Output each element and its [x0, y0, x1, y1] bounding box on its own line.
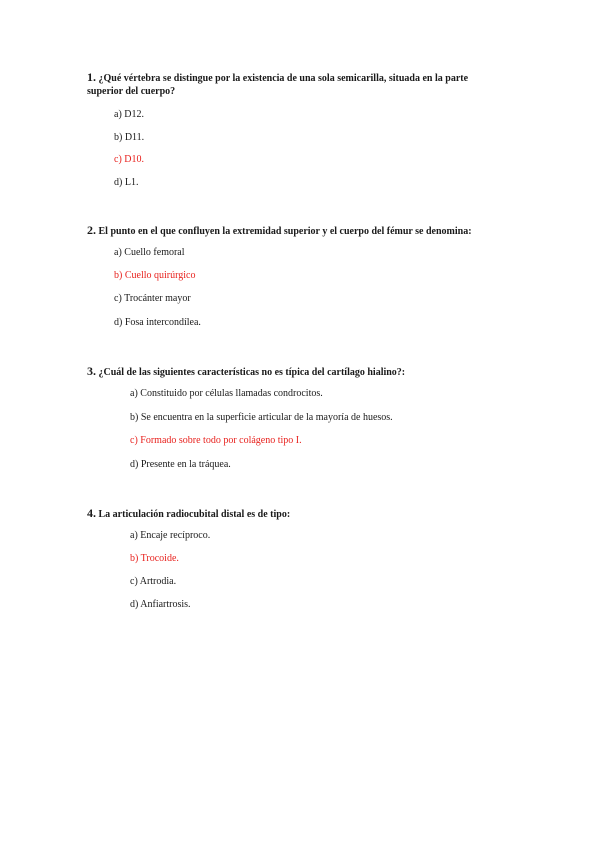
- question-2-number: 2.: [87, 223, 96, 237]
- question-3-option-b: b) Se encuentra en la superficie articular de la mayoría de huesos.: [130, 412, 393, 423]
- question-2-option-b: b) Cuello quirúrgico: [114, 270, 196, 281]
- question-1: [87, 70, 497, 188]
- question-3-option-c: c) Formado sobre todo por colágeno tipo I.: [130, 435, 302, 446]
- question-1-number: 1.: [87, 70, 96, 84]
- question-3-option-a: a) Constituido por células llamadas condrocitos.: [130, 388, 323, 399]
- question-3: [87, 364, 497, 470]
- question-4-option-c: c) Artrodia.: [130, 576, 177, 587]
- question-1-text: ¿Qué vértebra se distingue por la existencia de una sola semicarilla, situada en la parte superior del cuerpo?: [87, 73, 469, 97]
- question-1-title: [87, 71, 497, 98]
- question-4-option-a: a) Encaje recíproco.: [130, 530, 211, 541]
- question-4: [87, 506, 497, 610]
- question-2-text: El punto en el que confluyen la extremidad superior y el cuerpo del fémur se denomina:: [98, 226, 472, 237]
- question-3-title: [87, 365, 497, 379]
- question-3-text: ¿Cuál de las siguientes características no es típica del cartílago hialino?:: [98, 367, 406, 378]
- question-2: [87, 223, 497, 328]
- question-4-text: La articulación radiocubital distal es de tipo:: [98, 509, 291, 520]
- question-2-option-c: c) Trocánter mayor: [114, 293, 191, 304]
- question-2-option-d: d) Fosa intercondílea.: [114, 317, 201, 328]
- question-4-option-d: d) Anfiartrosis.: [130, 599, 191, 610]
- question-3-option-d: d) Presente en la tráquea.: [130, 459, 231, 470]
- question-1-option-a: a) D12.: [114, 109, 144, 120]
- question-2-option-a: a) Cuello femoral: [114, 247, 185, 258]
- question-1-option-b: b) D11.: [114, 132, 145, 143]
- question-4-number: 4.: [87, 506, 96, 520]
- question-4-option-b: b) Trocoide.: [130, 553, 179, 564]
- question-2-title: [87, 224, 497, 238]
- question-4-title: [87, 507, 497, 521]
- question-3-number: 3.: [87, 364, 96, 378]
- question-1-option-c: c) D10.: [114, 154, 144, 165]
- question-1-option-d: d) L1.: [114, 177, 139, 188]
